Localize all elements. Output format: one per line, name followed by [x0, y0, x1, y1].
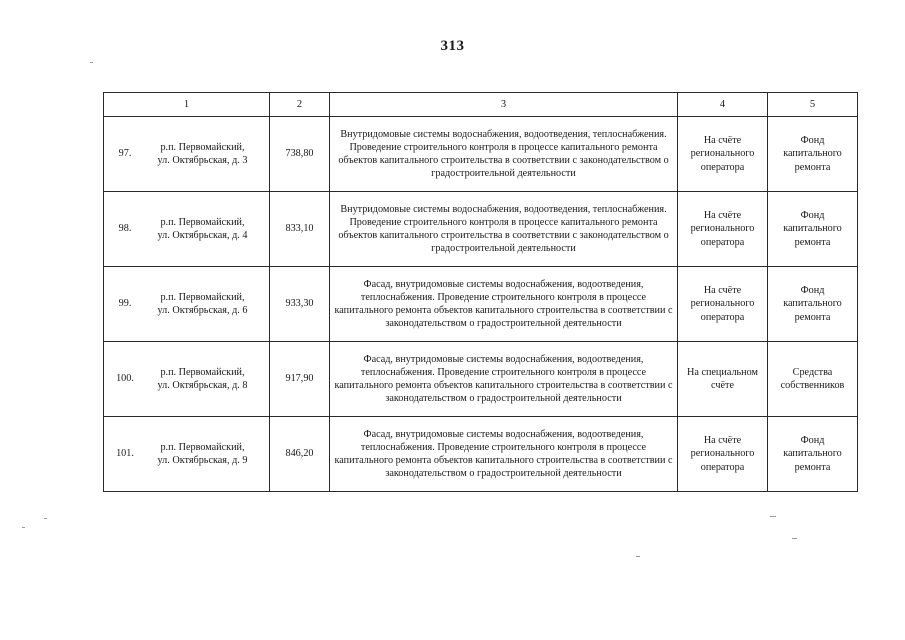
area-cell: 833,10 — [270, 192, 330, 267]
address-line-2: ул. Октябрьская, д. 4 — [157, 230, 248, 241]
table-header-row — [104, 93, 858, 117]
scan-speck — [22, 527, 25, 528]
funding-source-cell: Средства собственников — [768, 342, 858, 417]
scan-speck — [90, 62, 93, 63]
works-cell: Фасад, внутридомовые системы водоснабжения, водоотведения, теплоснабжения. Проведение строительного контроля в процессе капитального ремонта объектов капитального строительства в соответствии с законодательством о градостроительной деятельности — [330, 417, 678, 492]
column-header: 4 — [678, 93, 768, 117]
address-cell — [104, 117, 270, 192]
address-line-2: ул. Октябрьская, д. 8 — [157, 380, 248, 391]
account-cell: На счёте регионального оператора — [678, 192, 768, 267]
column-header: 2 — [270, 93, 330, 117]
works-cell: Фасад, внутридомовые системы водоснабжения, водоотведения, теплоснабжения. Проведение строительного контроля в процессе капитального ремонта объектов капитального строительства в соответствии с законодательством о градостроительной деятельности — [330, 267, 678, 342]
address-cell — [104, 342, 270, 417]
scan-speck — [792, 538, 797, 539]
works-cell: Внутридомовые системы водоснабжения, водоотведения, теплоснабжения. Проведение строительного контроля в процессе капитального ремонта объектов капитального строительства в соответствии с законодательством о градостроительной деятельности — [330, 117, 678, 192]
row-number: 98. — [118, 223, 132, 235]
address-cell — [104, 417, 270, 492]
account-cell: На счёте регионального оператора — [678, 267, 768, 342]
account-cell: На счёте регионального оператора — [678, 117, 768, 192]
table-row — [104, 342, 858, 417]
row-number: 101. — [116, 448, 134, 460]
scan-speck — [44, 518, 47, 519]
column-header: 1 — [104, 93, 270, 117]
area-cell: 917,90 — [270, 342, 330, 417]
area-cell: 933,30 — [270, 267, 330, 342]
area-cell: 846,20 — [270, 417, 330, 492]
address-line-1: р.п. Первомайский, — [160, 216, 245, 228]
address-cell — [104, 192, 270, 267]
table-row — [104, 267, 858, 342]
repair-program-table — [103, 92, 858, 492]
account-cell: На счёте регионального оператора — [678, 417, 768, 492]
funding-source-cell: Фонд капитального ремонта — [768, 417, 858, 492]
row-number: 99. — [118, 298, 132, 310]
address-line-2: ул. Октябрьская, д. 9 — [157, 455, 248, 466]
address — [143, 366, 266, 392]
address — [143, 441, 266, 467]
account-cell: На специальном счёте — [678, 342, 768, 417]
page-number: 313 — [440, 38, 465, 54]
scan-speck — [770, 516, 776, 517]
funding-source-cell: Фонд капитального ремонта — [768, 192, 858, 267]
works-cell: Внутридомовые системы водоснабжения, водоотведения, теплоснабжения. Проведение строительного контроля в процессе капитального ремонта объектов капитального строительства в соответствии с законодательством о градостроительной деятельности — [330, 192, 678, 267]
table-row — [104, 192, 858, 267]
column-header: 5 — [768, 93, 858, 117]
address-line-1: р.п. Первомайский, — [160, 366, 245, 378]
row-number: 97. — [118, 148, 132, 160]
funding-source-cell: Фонд капитального ремонта — [768, 267, 858, 342]
address — [143, 291, 266, 317]
area-cell: 738,80 — [270, 117, 330, 192]
address-line-1: р.п. Первомайский, — [160, 441, 245, 453]
table-row — [104, 117, 858, 192]
table-row — [104, 417, 858, 492]
works-cell: Фасад, внутридомовые системы водоснабжения, водоотведения, теплоснабжения. Проведение строительного контроля в процессе капитального ремонта объектов капитального строительства в соответствии с законодательством о градостроительной деятельности — [330, 342, 678, 417]
funding-source-cell: Фонд капитального ремонта — [768, 117, 858, 192]
address — [143, 216, 266, 242]
scan-speck — [636, 556, 640, 557]
address-line-1: р.п. Первомайский, — [160, 291, 245, 303]
column-header: 3 — [330, 93, 678, 117]
address-cell — [104, 267, 270, 342]
address-line-2: ул. Октябрьская, д. 3 — [157, 155, 248, 166]
address-line-2: ул. Октябрьская, д. 6 — [157, 305, 248, 316]
address — [143, 141, 266, 167]
address-line-1: р.п. Первомайский, — [160, 141, 245, 153]
row-number: 100. — [116, 373, 134, 385]
